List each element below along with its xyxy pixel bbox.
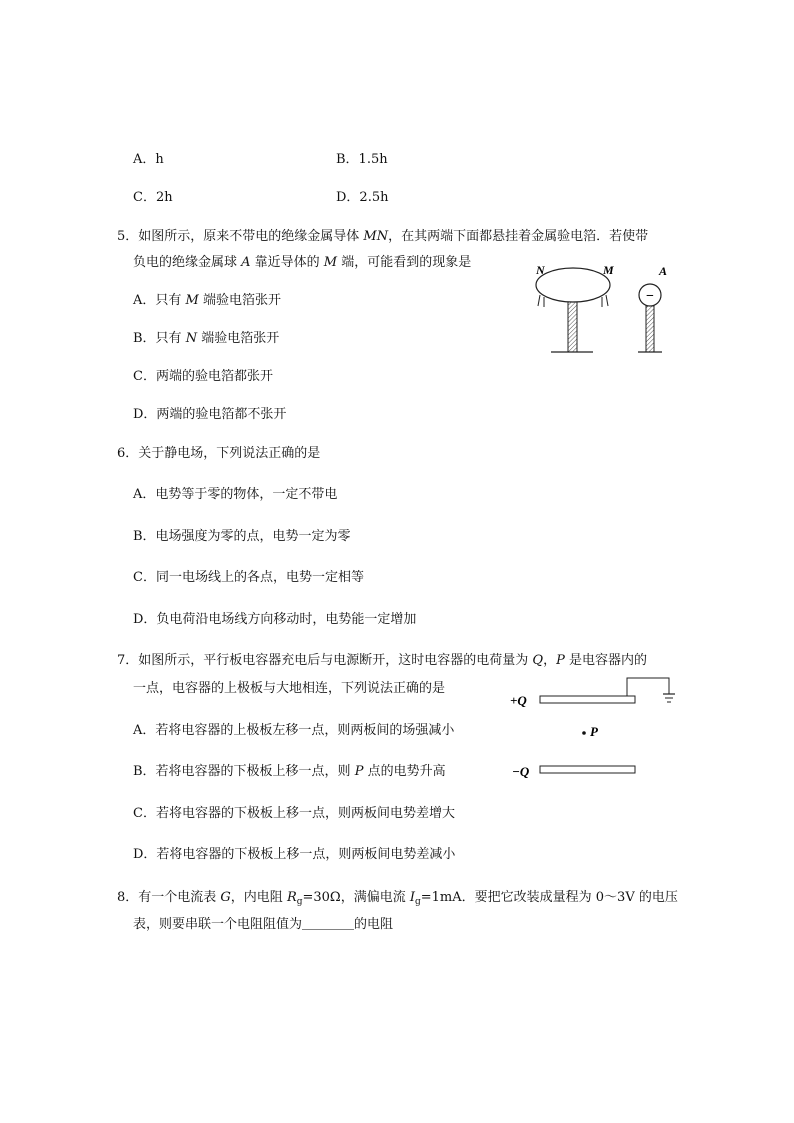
ball-sign: − <box>646 289 654 304</box>
q7-option-c: C．若将电容器的下极板上移一点，则两板间电势差增大 <box>133 806 455 821</box>
q6-option-c: C．同一电场线上的各点，电势一定相等 <box>133 570 364 585</box>
q6-stem: 6．关于静电场，下列说法正确的是 <box>117 446 321 461</box>
q5-figure <box>526 258 686 362</box>
label-minus-q: −Q <box>512 764 530 779</box>
q4-option-a: A．h <box>133 152 164 167</box>
q6-option-b: B．电场强度为零的点，电势一定为零 <box>133 529 351 544</box>
q7-option-d: D．若将电容器的下极板上移一点，则两板间电势差减小 <box>133 847 456 862</box>
q7-figure <box>506 672 686 788</box>
q7-stem-line1: 7．如图所示，平行板电容器充电后与电源断开，这时电容器的电荷量为 Q，P 是电容器内的 <box>117 653 647 668</box>
foil-m <box>606 295 608 306</box>
label-plus-q: +Q <box>510 693 527 708</box>
conductor-mn <box>536 268 610 302</box>
q4-option-b: B．1.5h <box>336 152 388 167</box>
foil-n <box>538 295 540 306</box>
lower-plate <box>540 766 635 773</box>
point-p <box>582 731 586 735</box>
stand-a <box>646 306 654 352</box>
q5-option-d: D．两端的验电箔都不张开 <box>133 407 287 422</box>
stand-mn <box>568 302 577 352</box>
label-a: A <box>659 264 668 278</box>
q4-option-c: C．2h <box>133 190 173 205</box>
q7-option-b: B．若将电容器的下极板上移一点，则 P 点的电势升高 <box>133 764 446 779</box>
q8-stem-line1: 8．有一个电流表 G，内电阻 $R_g=30\Omega$，满偏电流 $I_g=1mA$．要把它改装成量程为 0～3V 的电压 <box>117 890 678 907</box>
q8-stem-line2: 表，则要串联一个电阻阻值为＿＿＿＿的电阻 <box>133 917 394 932</box>
label-m: M <box>603 263 614 277</box>
label-p: P <box>590 724 598 739</box>
q6-option-d: D．负电荷沿电场线方向移动时，电势能一定增加 <box>133 612 417 627</box>
q5-option-b: B．只有 N 端验电箔张开 <box>133 331 280 346</box>
q7-option-a: A．若将电容器的上极板左移一点，则两板间的场强减小 <box>133 723 455 738</box>
q6-option-a: A．电势等于零的物体，一定不带电 <box>133 487 338 502</box>
q7-stem-line2: 一点，电容器的上极板与大地相连，下列说法正确的是 <box>133 681 446 696</box>
q5-stem-line1: 5．如图所示，原来不带电的绝缘金属导体 MN，在其两端下面都悬挂着金属验电箔．若使带 <box>117 229 649 244</box>
ground-wire <box>627 678 669 696</box>
q5-option-c: C．两端的验电箔都张开 <box>133 369 273 384</box>
label-n: N <box>536 263 545 277</box>
q5-stem-line2: 负电的绝缘金属球 A 靠近导体的 M 端，可能看到的现象是 <box>133 255 472 270</box>
upper-plate <box>540 696 635 703</box>
q4-option-d: D．2.5h <box>336 190 389 205</box>
q5-option-a: A．只有 M 端验电箔张开 <box>133 293 281 308</box>
